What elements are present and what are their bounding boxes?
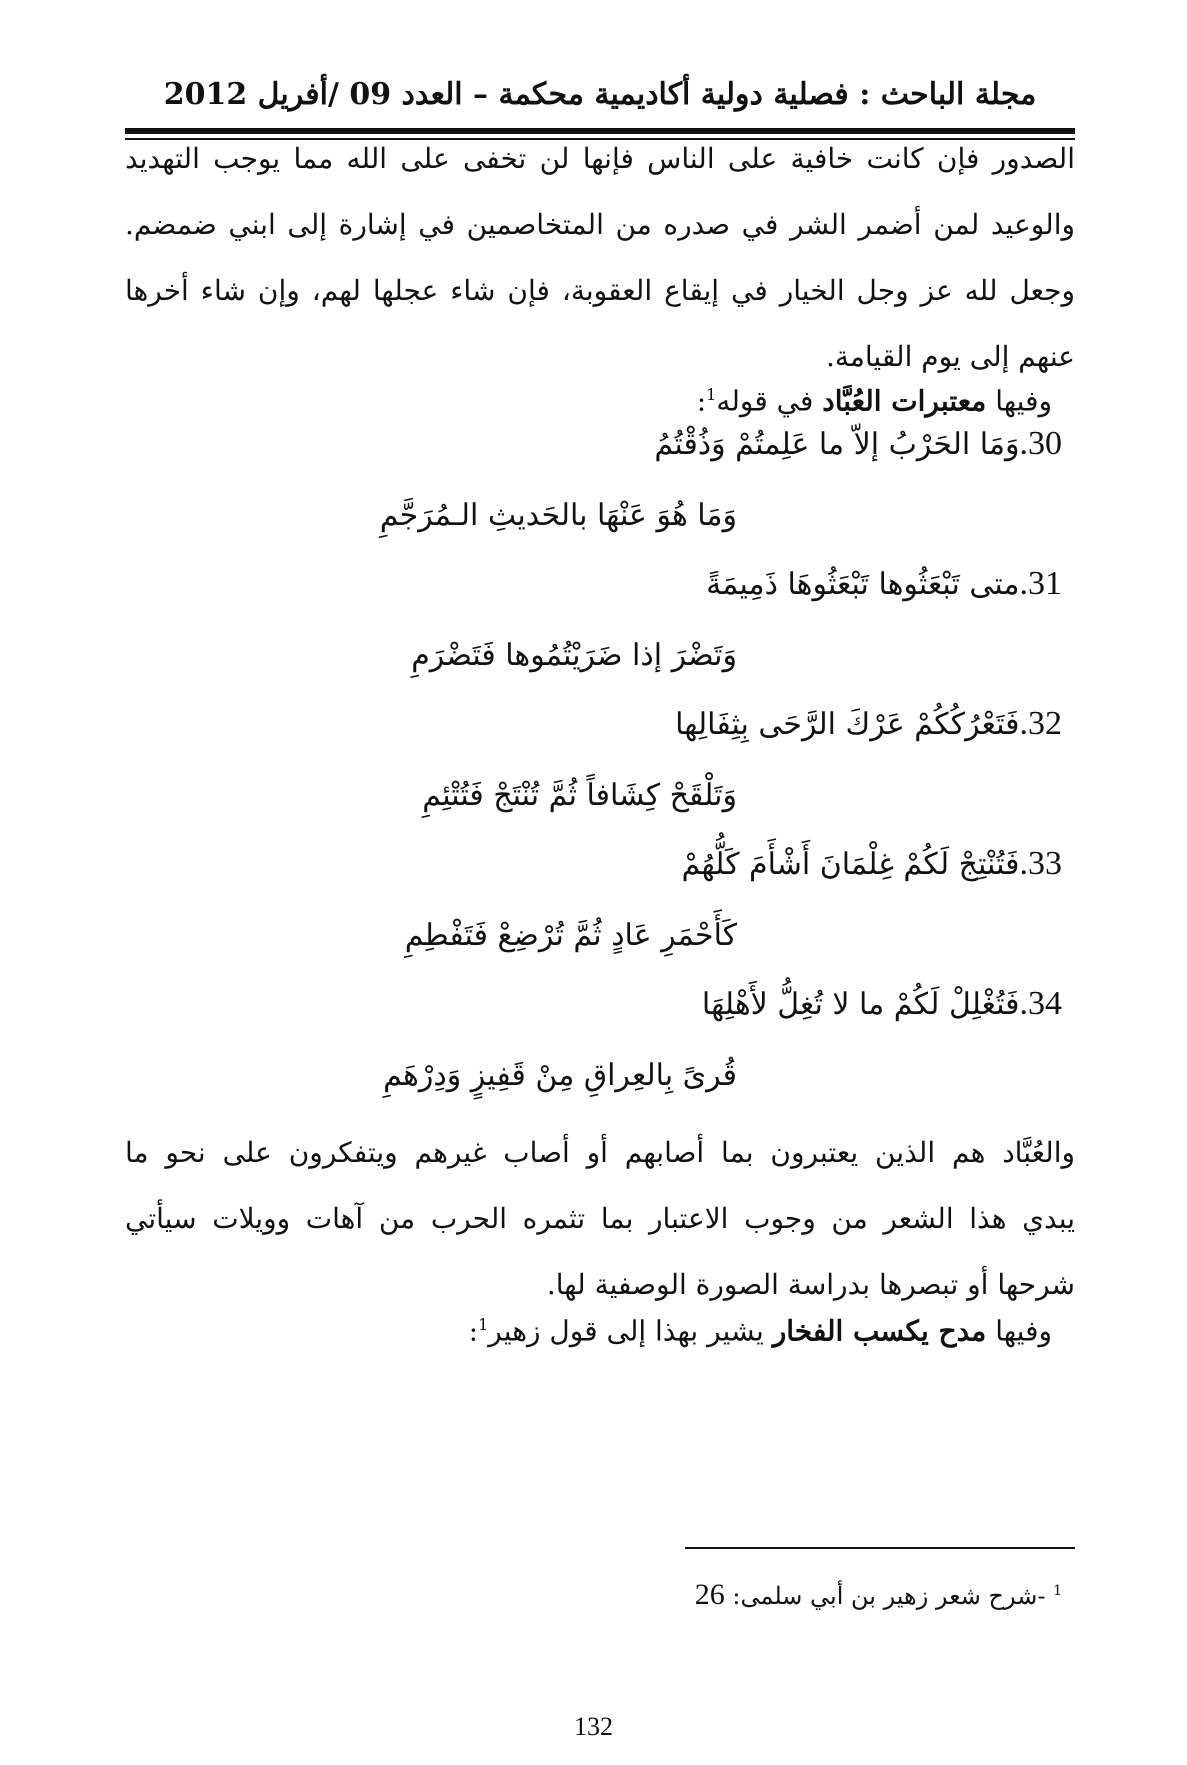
verse-intro-1 (697, 370, 1052, 426)
paragraph-line: والعُبَّاد هم الذين يعتبرون بما أصابهم أو أصاب غيرهم ويتفكرون على نحو ما (125, 1136, 1075, 1169)
verse-31-second: وَتَضْرَ إذا ضَرَيْتُمُوها فَتَضْرَمِ (411, 638, 737, 673)
paragraph-line: يبدي هذا الشعر من وجوب الاعتبار بما تثمره الحرب من آهات وويلات سيأتي (125, 1202, 1075, 1235)
intro-bold-term: معتبرات العُبَّاد (822, 384, 987, 418)
footnote-ref: 1 (478, 1315, 489, 1334)
footnote-separator (685, 1547, 1075, 1549)
footnote-page: 26 (694, 1578, 725, 1611)
paragraph-line: عنهم إلى يوم القيامة. (825, 340, 1075, 373)
verse-number: 33. (1019, 845, 1062, 882)
verse-32-second: وَتَلْقَحْ كِشَافاً ثُمَّ تُنْتَجْ فَتُتْئِمِ (422, 778, 737, 813)
verse-number: 30. (1019, 425, 1062, 462)
intro-text: وفيها (995, 1314, 1052, 1348)
paragraph-line: وجعل لله عز وجل الخيار في إيقاع العقوبة، فإن شاء عجلها لهم، وإن شاء أخرها (125, 274, 1075, 307)
paragraph-1 (125, 126, 1075, 390)
verse-34-first (702, 985, 1062, 1023)
intro-colon: : (468, 1314, 479, 1348)
journal-header: مجلة الباحث : فصلية دولية أكاديمية محكمة – العدد 09 /أفريل 2012 (163, 77, 1037, 112)
paragraph-line: الصدور فإن كانت خافية على الناس فإنها لن تخفى على الله مما يوجب التهديد (125, 142, 1075, 175)
intro-bold-term: مدح يكسب الفخار (772, 1314, 987, 1348)
verse-30-first (654, 425, 1062, 463)
paragraph-line: شرحها أو تبصرها بدراسة الصورة الوصفية لها. (546, 1268, 1075, 1301)
footnote-text: -شرح شعر زهير بن أبي سلمى: (732, 1582, 1046, 1610)
verse-text: فَتُغْلِلْ لَكُمْ ما لا تُغِلُّ لأَهْلِهَا (701, 987, 1020, 1022)
intro-colon: : (696, 384, 707, 418)
intro-text: في قوله (716, 384, 814, 418)
footnote (695, 1578, 1062, 1612)
verse-number: 31. (1019, 565, 1062, 602)
paragraph-2 (125, 1120, 1075, 1318)
footnote-marker: 1 (1053, 1583, 1062, 1599)
intro-text: وفيها (995, 384, 1052, 418)
intro-text: يشير بهذا إلى قول زهير (488, 1314, 764, 1348)
verse-number: 34. (1019, 985, 1062, 1022)
verse-34-second: قُرىً بِالعِراقِ مِنْ قَفِيزٍ وَدِرْهَمِ (383, 1058, 737, 1093)
footnote-ref: 1 (706, 385, 717, 404)
verse-intro-2 (469, 1300, 1052, 1356)
verse-31-first (706, 565, 1062, 603)
verse-text: فَتَعْرُكُكُمْ عَرْكَ الرَّحَى بِثِفَالِها (675, 707, 1020, 742)
verse-33-second: كَأَحْمَرِ عَادٍ ثُمَّ تُرْضِعْ فَتَفْطِمِ (404, 918, 737, 953)
page-number: 132 (574, 1712, 613, 1741)
verse-32-first (675, 705, 1062, 743)
paragraph-line: والوعيد لمن أضمر الشر في صدره من المتخاصمين في إشارة إلى ابني ضمضم. (125, 208, 1075, 241)
verse-text: وَمَا الحَرْبُ إلاّ ما عَلِمتُمْ وَذُقْتُمُ (654, 427, 1020, 462)
verse-number: 32. (1019, 705, 1062, 742)
verse-text: متى تَبْعَثُوها تَبْعَثُوهَا ذَمِيمَةً (706, 567, 1020, 602)
verse-33-first (681, 845, 1062, 883)
verse-30-second: وَمَا هُوَ عَنْهَا بالحَديثِ الـمُرَجَّمِ (379, 498, 737, 533)
verse-text: فَتُنْتِجْ لَكُمْ غِلْمَانَ أَشْأَمَ كَلُّهُمْ (681, 847, 1020, 882)
